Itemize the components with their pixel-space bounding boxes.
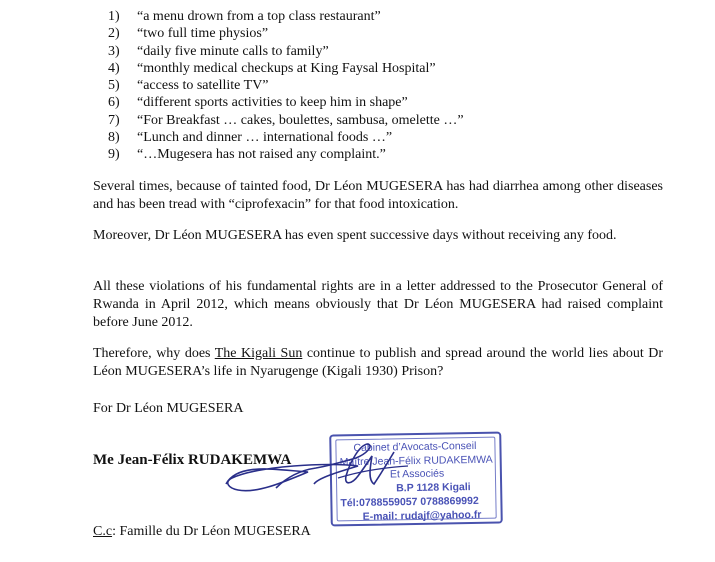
list-item: 1) “a menu drown from a top class restaurant”	[108, 9, 381, 24]
list-item: 7) “For Breakfast … cakes, boulettes, sambusa, omelette …”	[108, 112, 464, 128]
cc-label: C.c	[93, 524, 113, 539]
list-item: 9) “…Mugesera has not raised any complaint.”	[108, 147, 386, 163]
list-item: 4) “monthly medical checkups at King Faysal Hospital”	[108, 60, 436, 76]
handwritten-signature	[218, 432, 438, 512]
paragraph-question: Therefore, why does The Kigali Sun continue to publish and spread around the world lies about Dr Léon MUGESERA’s life in Nyarugenge (Kigali 1930) Prison?	[93, 346, 664, 379]
list-item: 8) “Lunch and dinner … international foods …”	[108, 130, 393, 146]
cc-recipient: : Famille du Dr Léon MUGESERA	[112, 524, 311, 539]
stamp-line-associates: Et Associés	[389, 467, 445, 481]
quoted-claims-list	[108, 8, 464, 164]
paragraph-tainted-food: Several times, because of tainted food, Dr Léon MUGESERA has had diarrhea among other diseases and has been tread with “ciprofexacin” for that food intoxication.	[93, 179, 663, 212]
carbon-copy-line	[93, 524, 311, 540]
paragraph-violations: All these violations of his fundamental rights are in a letter addressed to the Prosecutor General of Rwanda in April 2012, which means obviously that Dr Léon MUGESERA had raised complaint before June 2012.	[93, 279, 663, 330]
stamp-line-phone: Tél:0788559057 0788869992	[340, 494, 479, 510]
list-item: 3) “daily five minute calls to family”	[108, 43, 329, 59]
newspaper-title: The Kigali Sun	[214, 346, 303, 361]
stamp-line-name: Maître Jean-Félix RUDAKEMWA	[339, 453, 493, 469]
stamp-line-firm: Cabinet d’Avocats-Conseil	[353, 439, 477, 455]
closing-line: For Dr Léon MUGESERA	[93, 401, 244, 416]
list-item: 2) “two full time physios”	[108, 26, 269, 42]
paragraph-no-food: Moreover, Dr Léon MUGESERA has even spent successive days without receiving any food.	[93, 228, 617, 243]
list-item: 6) “different sports activities to keep him in shape”	[108, 95, 408, 111]
stamp-line-email: E-mail: rudajf@yahoo.fr	[362, 508, 482, 523]
signatory-name: Me Jean-Félix RUDAKEMWA	[93, 452, 292, 468]
stamp-line-po-box: B.P 1128 Kigali	[396, 481, 471, 495]
list-item: 5) “access to satellite TV”	[108, 78, 269, 94]
